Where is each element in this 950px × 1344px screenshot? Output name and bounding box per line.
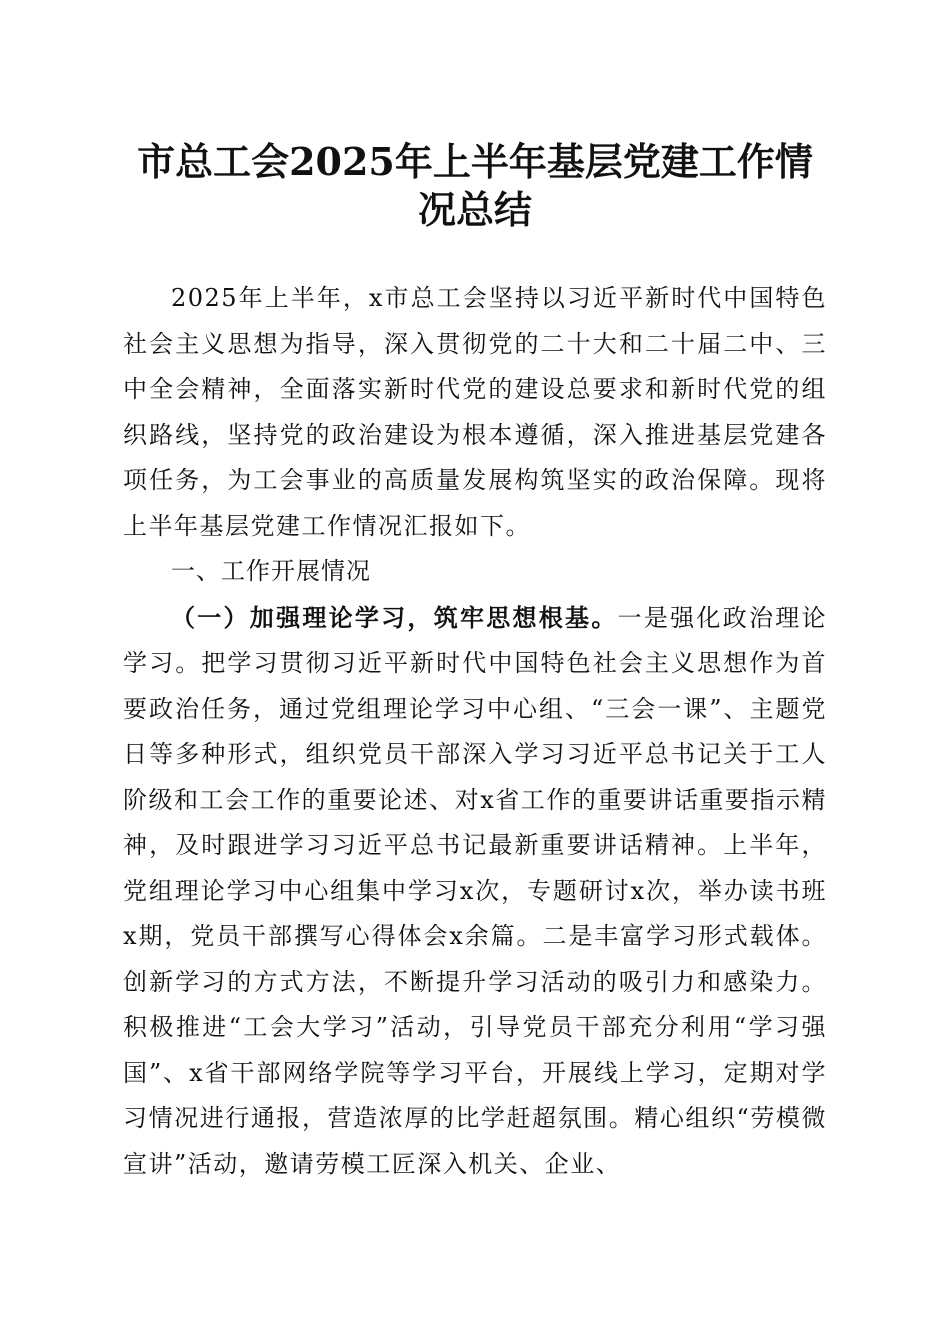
subsection-paragraph (123, 595, 827, 1188)
document-title: 市总工会2025年上半年基层党建工作情况总结 (137, 139, 813, 232)
subsection-body: 一是强化政治理论学习。把学习贯彻习近平新时代中国特色社会主义思想作为首要政治任务，通过党组理论学习中心组、“三会一课”、主题党日等多种形式，组织党员干部深入学习习近平总书记关于工人阶级和工会工作的重要论述、对x省工作的重要讲话重要指示精神，及时跟进学习习近平总书记最新重要讲话精神。上半年，党组理论学习中心组集中学习x次，专题研讨x次，举办读书班x期，党员干部撰写心得体会x余篇。二是丰富学习形式载体。创新学习的方式方法，不断提升学习活动的吸引力和感染力。积极推进“工会大学习”活动，引导党员干部充分利用“学习强国”、x省干部网络学院等学习平台，开展线上学习，定期对学习情况进行通报，营造浓厚的比学赶超氛围。精心组织“劳模微宣讲”活动，邀请劳模工匠深入机关、企业、 (123, 603, 828, 1178)
subsection-lead: （一）加强理论学习，筑牢思想根基。 (171, 602, 618, 632)
intro-paragraph: 2025年上半年，x市总工会坚持以习近平新时代中国特色社会主义思想为指导，深入贯彻党的二十大和二十届二中、三中全会精神，全面落实新时代党的建设总要求和新时代党的组织路线，坚持党的政治建设为根本遵循，深入推进基层党建各项任务，为工会事业的高质量发展构筑坚实的政治保障。现将上半年基层党建工作情况汇报如下。 (123, 284, 827, 540)
document-body (123, 276, 827, 1187)
section-heading: 一、工作开展情况 (171, 557, 371, 585)
